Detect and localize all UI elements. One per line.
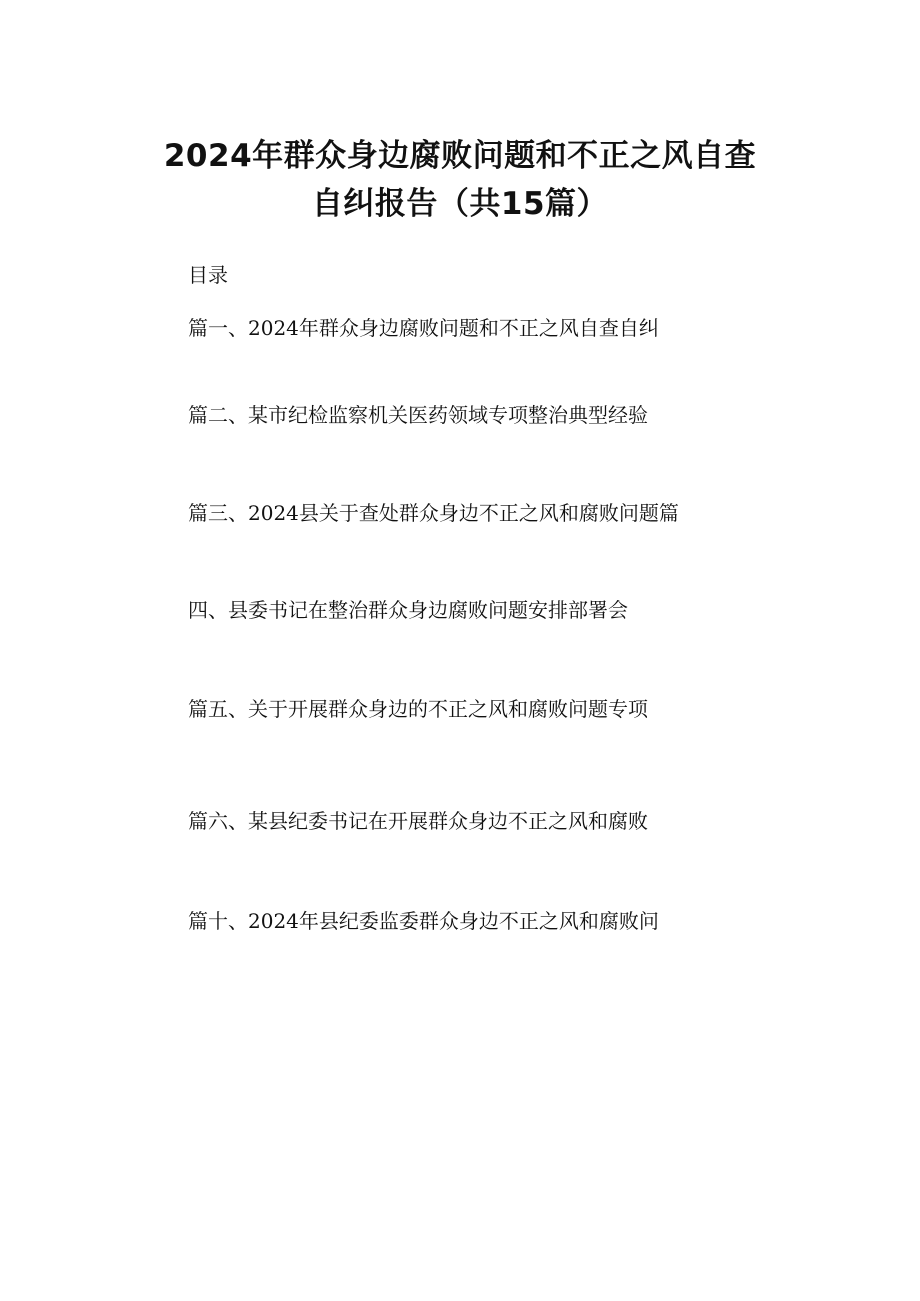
toc-item: 四、县委书记在整治群众身边腐败问题安排部署会 [188,598,628,622]
toc-item: 篇六、某县纪委书记在开展群众身边不正之风和腐败 [188,809,648,833]
document-title-line-1: 2024年群众身边腐败问题和不正之风自查 [163,138,757,174]
toc-item: 篇十、2024年县纪委监委群众身边不正之风和腐败问 [188,909,659,933]
toc-item: 篇一、2024年群众身边腐败问题和不正之风自查自纠 [188,316,659,340]
toc-item: 篇三、2024县关于查处群众身边不正之风和腐败问题篇 [188,501,679,525]
toc-item: 篇二、某市纪检监察机关医药领域专项整治典型经验 [188,403,648,427]
toc-heading: 目录 [188,263,228,287]
document-title-line-2: 自纠报告（共15篇） [311,186,609,222]
toc-item: 篇五、关于开展群众身边的不正之风和腐败问题专项 [188,697,648,721]
